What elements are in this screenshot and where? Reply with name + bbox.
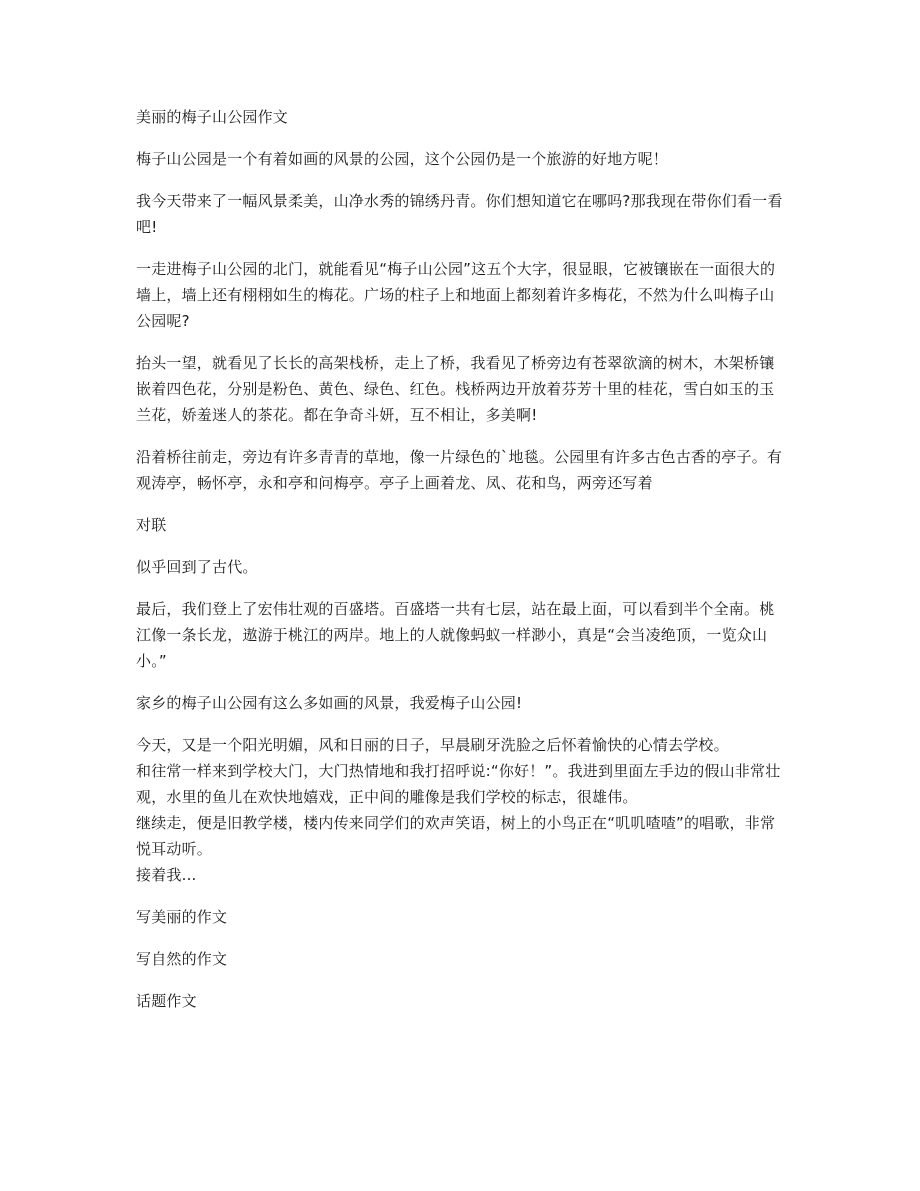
paragraph-8: 最后，我们登上了宏伟壮观的百盛塔。百盛塔一共有七层，站在最上面，可以看到半个全南。桃江像一条长龙，遨游于桃江的两岸。地上的人就像蚂蚁一样渺小，真是“会当凌绝顶，一览众山小。” <box>136 600 775 670</box>
paragraph-3: 一走进梅子山公园的北门，就能看见“梅子山公园”这五个大字，很显眼，它被镶嵌在一面很大的墙上，墙上还有栩栩如生的梅花。广场的柱子上和地面上都刻着许多梅花，不然为什么叫梅子山公园呢? <box>136 260 776 330</box>
paragraph-1: 梅子山公园是一个有着如画的风景的公园，这个公园仍是一个旅游的好地方呢！ <box>136 150 669 168</box>
related-link-3[interactable]: 话题作文 <box>136 992 197 1010</box>
paragraph-9: 家乡的梅子山公园有这么多如画的风景，我爱梅子山公园! <box>136 694 523 712</box>
document-page <box>136 104 786 1030</box>
closing-block <box>136 732 786 888</box>
closing-line-2: 和往常一样来到学校大门，大门热情地和我打招呼说:“你好！”。我进到里面左手边的假山非常壮观，水里的鱼儿在欢快地嬉戏，正中间的雕像是我们学校的标志，很雄伟。 <box>136 762 781 806</box>
document-title: 美丽的梅子山公园作文 <box>136 108 289 126</box>
paragraph-6: 对联 <box>136 516 167 534</box>
closing-line-1: 今天，又是一个阳光明媚，风和日丽的日子，早晨刷牙洗脸之后怀着愉快的心情去学校。 <box>136 736 729 754</box>
paragraph-2: 我今天带来了一幅风景柔美，山净水秀的锦绣丹青。你们想知道它在哪吗?那我现在带你们看一看吧! <box>136 192 783 236</box>
paragraph-5: 沿着桥往前走，旁边有许多青青的草地，像一片绿色的`地毯。公园里有许多古色古香的亭子。有观涛亭，畅怀亭，永和亭和问梅亭。亭子上画着龙、凤、花和鸟，两旁还写着 <box>136 448 783 492</box>
related-link-1[interactable]: 写美丽的作文 <box>136 908 228 926</box>
related-links <box>136 904 786 1014</box>
related-link-2[interactable]: 写自然的作文 <box>136 950 228 968</box>
paragraph-7: 似乎回到了古代。 <box>136 558 258 576</box>
closing-line-4: 接着我... <box>136 866 197 884</box>
paragraph-4: 抬头一望，就看见了长长的高架栈桥，走上了桥，我看见了桥旁边有苍翠欲滴的树木，木架桥镶嵌着四色花，分别是粉色、黄色、绿色、红色。栈桥两边开放着芬芳十里的桂花，雪白如玉的玉兰花，娇羞迷人的茶花。都在争奇斗妍，互不相让，多美啊! <box>136 354 775 424</box>
closing-line-3: 继续走，便是旧教学楼，楼内传来同学们的欢声笑语，树上的小鸟正在“叽叽喳喳”的唱歌，非常悦耳动听。 <box>136 814 776 858</box>
